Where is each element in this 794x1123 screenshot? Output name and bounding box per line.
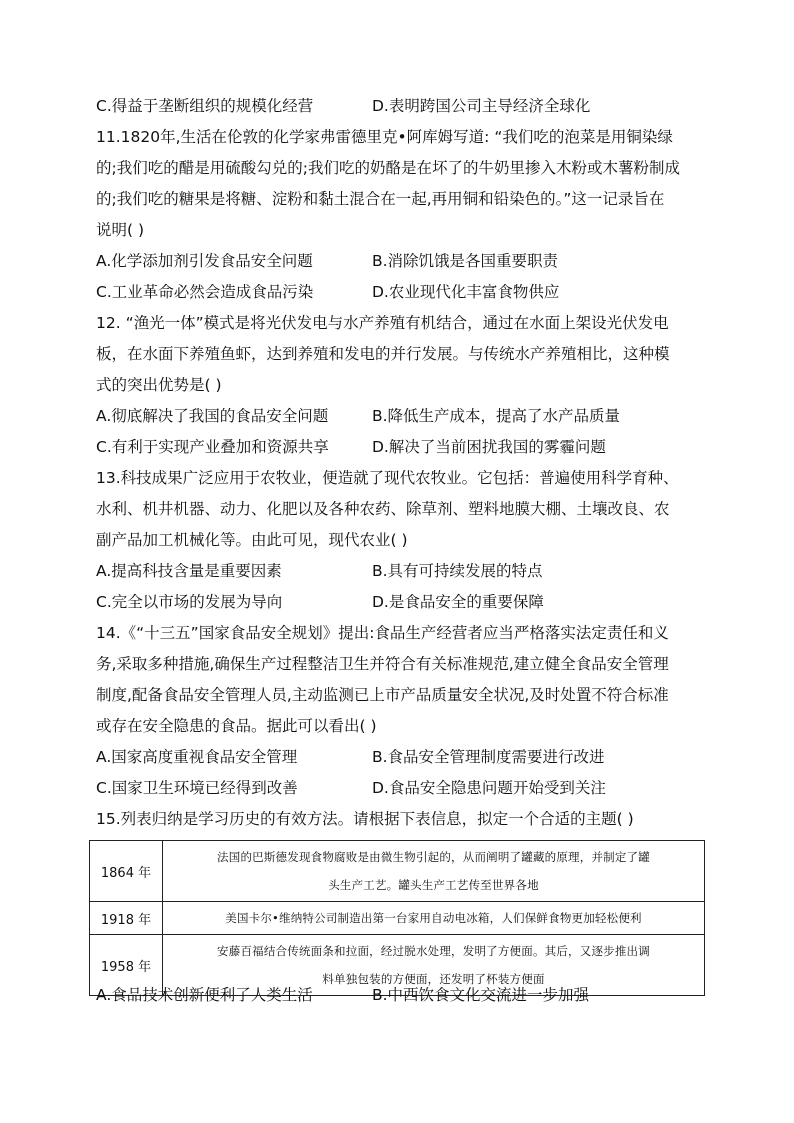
q14-stem-line-4: 或存在安全隐患的食品。据此可以看出( ) [96, 717, 377, 735]
q13-stem-line-3: 副产品加工机械化等。由此可见，现代农业( ) [96, 531, 408, 549]
q12-stem-line-3: 式的突出优势是( ) [96, 376, 222, 394]
table-year: 1864 年 [90, 841, 163, 902]
q15-option-b[interactable]: B.中西饮食文化交流进一步加强 [372, 986, 590, 1004]
q12-option-d[interactable]: D.解决了当前困扰我国的雾霾问题 [372, 438, 606, 456]
q11-stem-line-1: 11.1820年,生活在伦敦的化学家弗雷德里克•阿库姆写道: “我们吃的泡菜是用铜染绿 [96, 128, 673, 146]
q11-stem-line-2: 的;我们吃的醋是用硫酸勾兑的;我们吃的奶酪是在坏了的牛奶里掺入木粉或木薯粉制成 [96, 159, 680, 177]
table-event-line: 美国卡尔•维纳特公司制造出第一台家用自动电冰箱，人们保鲜食物更加轻松便利 [225, 911, 642, 925]
q11-stem-line-4: 说明( ) [96, 221, 145, 239]
q12-stem-line-2: 板，在水面下养殖鱼虾，达到养殖和发电的并行发展。与传统水产养殖相比，这种模 [96, 345, 670, 363]
q14-stem-line-1: 14.《“十三五”国家食品安全规划》提出:食品生产经营者应当严格落实法定责任和义 [96, 624, 669, 642]
q14-option-c[interactable]: C.国家卫生环境已经得到改善 [96, 779, 298, 797]
q14-option-b[interactable]: B.食品安全管理制度需要进行改进 [372, 748, 605, 766]
q12-stem-line-1: 12. “渔光一体”模式是将光伏发电与水产养殖有机结合，通过在水面上架设光伏发电 [96, 314, 669, 332]
q11-stem-line-3: 的;我们吃的糖果是将糖、淀粉和黏土混合在一起,再用铜和铅染色的。”这一记录旨在 [96, 190, 665, 208]
q13-option-c[interactable]: C.完全以市场的发展为导向 [96, 593, 283, 611]
q15-option-a[interactable]: A.食品技术创新便利了人类生活 [96, 986, 313, 1004]
q14-option-d[interactable]: D.食品安全隐患问题开始受到关注 [372, 779, 606, 797]
table-event-line: 法国的巴斯德发现食物腐败是由微生物引起的，从而阐明了罐藏的原理，并制定了罐 [217, 850, 650, 864]
q11-option-c[interactable]: C.工业革命必然会造成食品污染 [96, 283, 314, 301]
q11-option-b[interactable]: B.消除饥饿是各国重要职责 [372, 252, 559, 270]
table-year: 1918 年 [90, 902, 163, 935]
q12-option-b[interactable]: B.降低生产成本，提高了水产品质量 [372, 407, 621, 425]
q10-option-c[interactable]: C.得益于垄断组织的规模化经营 [96, 97, 314, 115]
table-event-line: 料单独包装的方便面，还发明了杯装方便面 [322, 972, 545, 986]
q13-stem-line-2: 水利、机井机器、动力、化肥以及各种农药、除草剂、塑料地膜大棚、土壤改良、农 [96, 500, 670, 518]
table-row [90, 841, 705, 902]
q13-option-b[interactable]: B.具有可持续发展的特点 [372, 562, 543, 580]
q13-option-d[interactable]: D.是食品安全的重要保障 [372, 593, 544, 611]
q11-option-d[interactable]: D.农业现代化丰富食物供应 [372, 283, 560, 301]
table-event [163, 841, 705, 902]
table-event-line: 头生产工艺。罐头生产工艺传至世界各地 [328, 878, 539, 892]
q13-stem-line-1: 13.科技成果广泛应用于农牧业，便造就了现代农牧业。它包括：普遍使用科学育种、 [96, 469, 679, 487]
history-table [89, 840, 705, 996]
q14-option-a[interactable]: A.国家高度重视食品安全管理 [96, 748, 298, 766]
table-year: 1958 年 [90, 935, 163, 996]
q14-stem-line-2: 务,采取多种措施,确保生产过程整洁卫生并符合有关标准规范,建立健全食品安全管理 [96, 655, 669, 673]
q14-stem-line-3: 制度,配备食品安全管理人员,主动监测已上市产品质量安全状况,及时处置不符合标准 [96, 686, 669, 704]
table-row [90, 902, 705, 935]
q13-option-a[interactable]: A.提高科技含量是重要因素 [96, 562, 282, 580]
q11-option-a[interactable]: A.化学添加剂引发食品安全问题 [96, 252, 313, 270]
q10-option-d[interactable]: D.表明跨国公司主导经济全球化 [372, 97, 591, 115]
q12-option-c[interactable]: C.有利于实现产业叠加和资源共享 [96, 438, 329, 456]
table-event [163, 902, 705, 935]
q12-option-a[interactable]: A.彻底解决了我国的食品安全问题 [96, 407, 329, 425]
table-event-line: 安藤百福结合传统面条和拉面，经过脱水处理，发明了方便面。其后，又逐步推出调 [217, 944, 650, 958]
q15-stem: 15.列表归纳是学习历史的有效方法。请根据下表信息，拟定一个合适的主题( ) [96, 810, 634, 828]
